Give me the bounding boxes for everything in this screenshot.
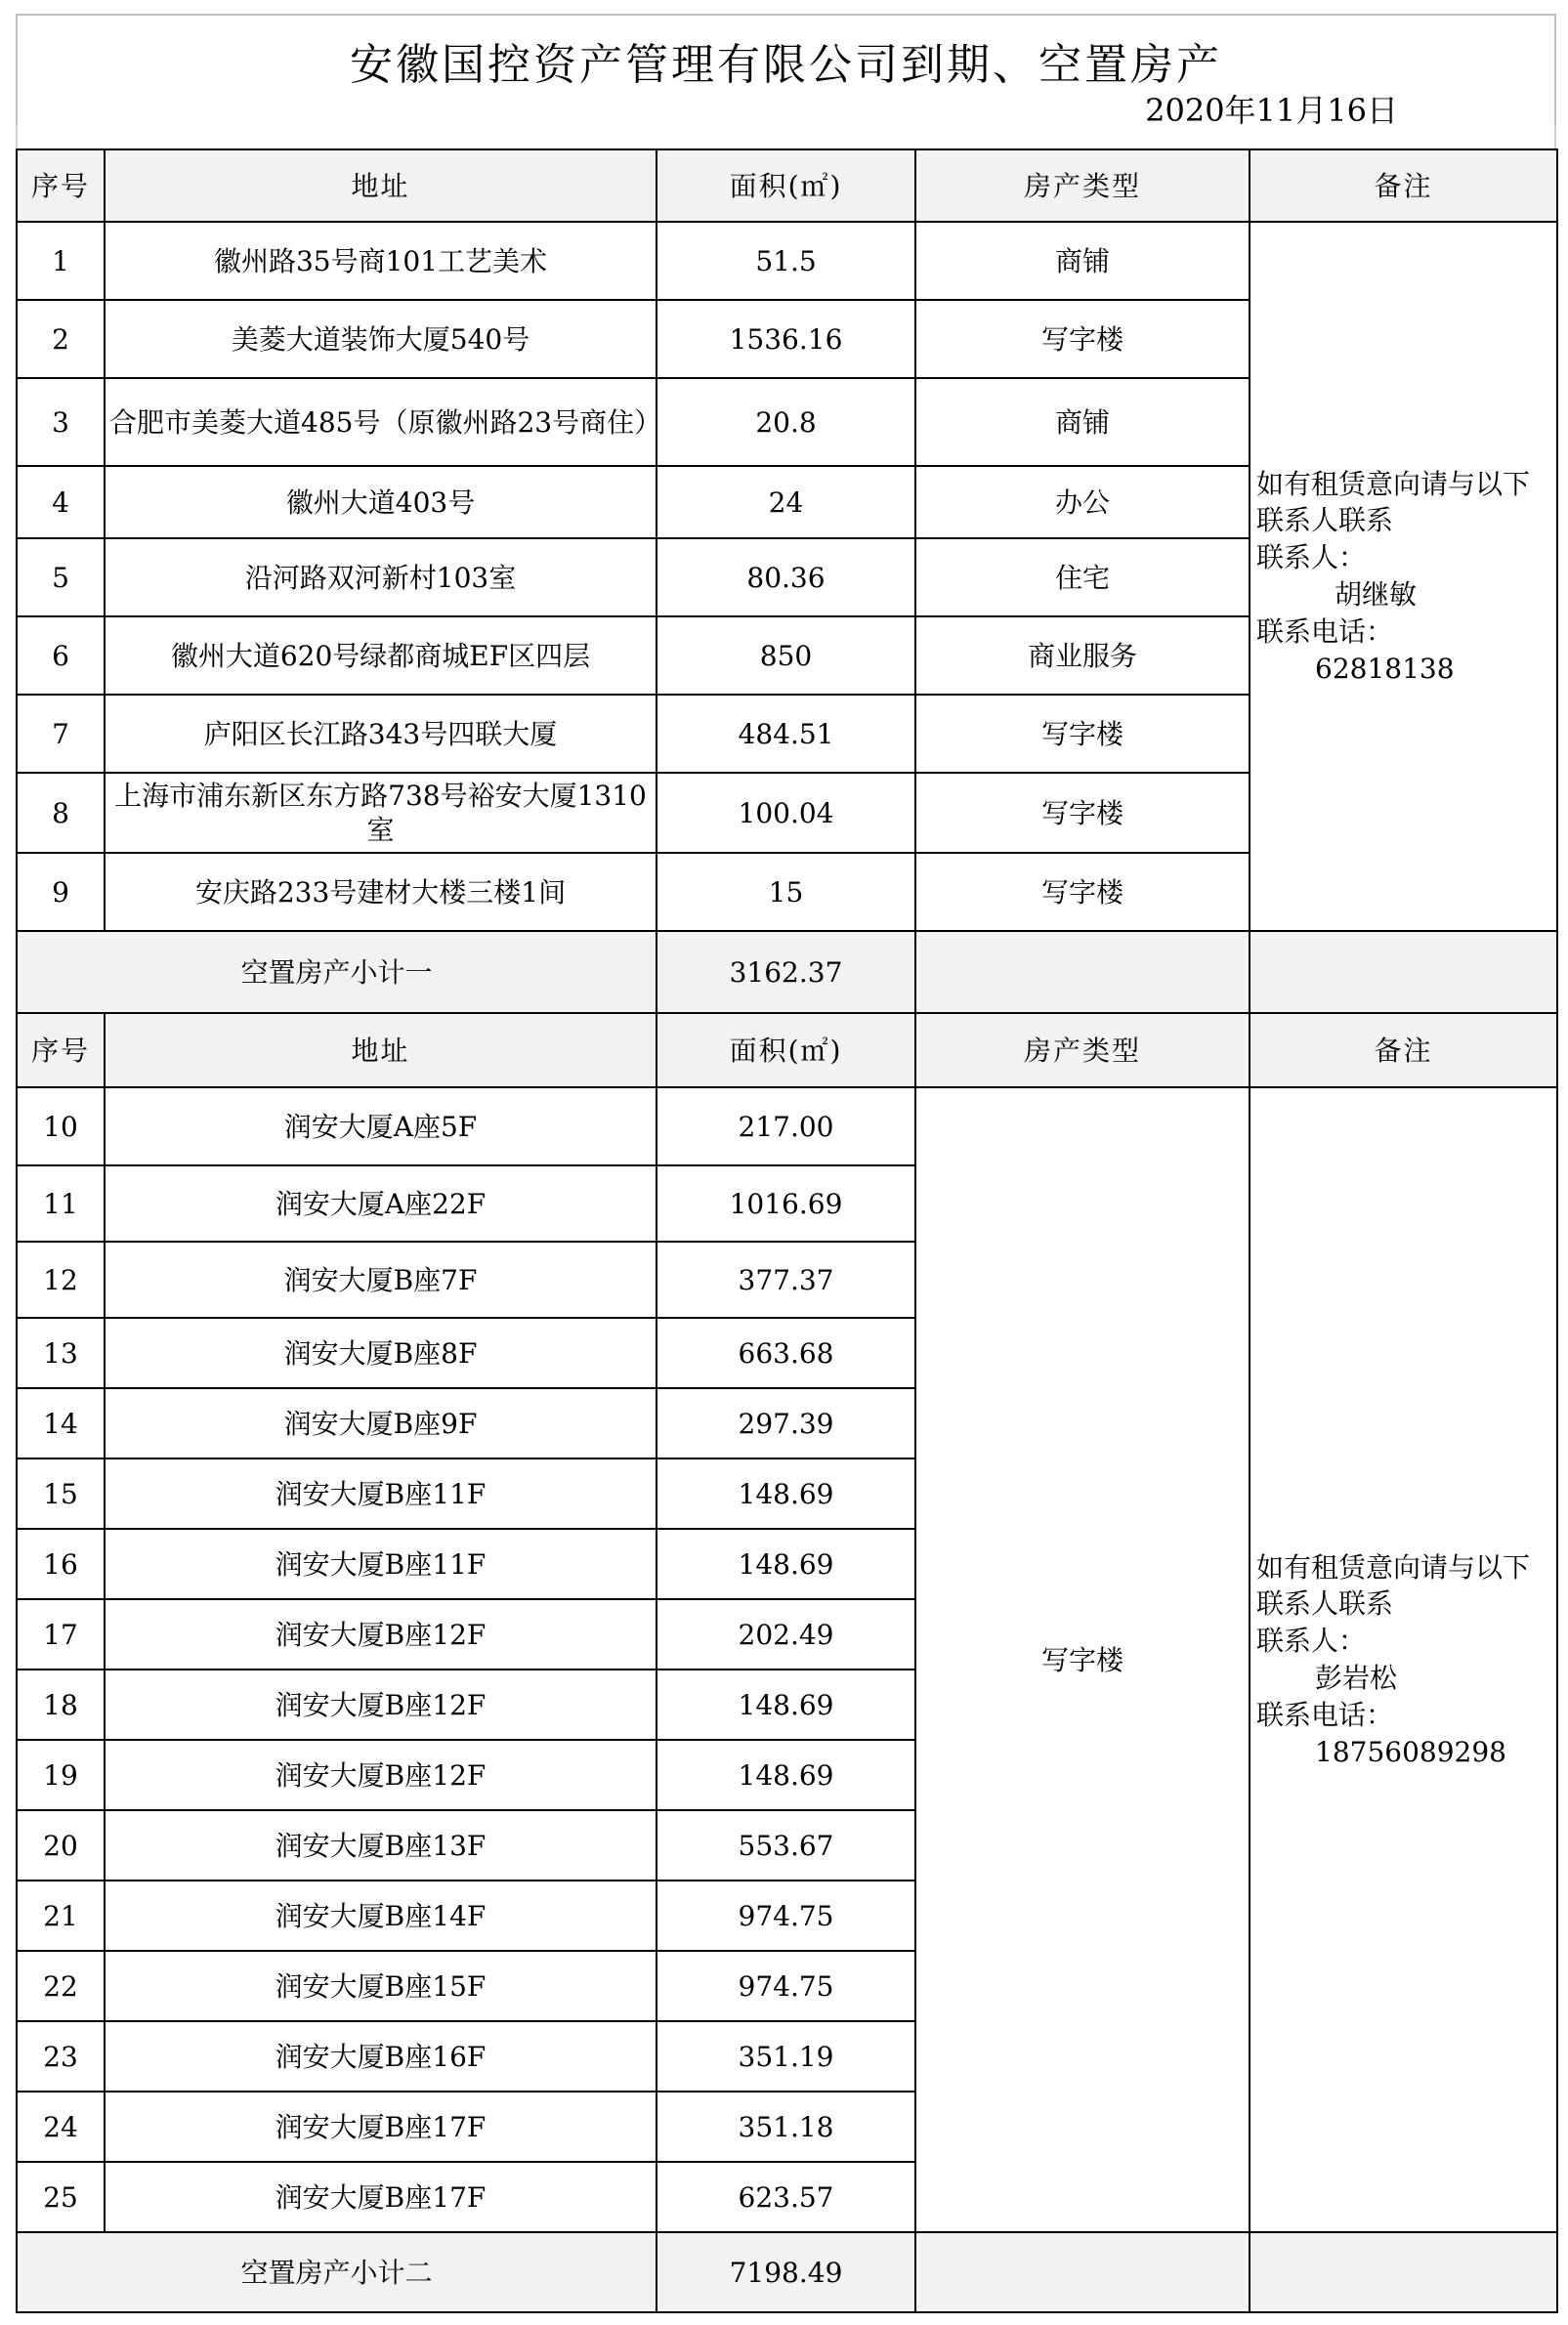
table-row [17, 222, 1557, 300]
header-address: 地址 [105, 149, 657, 222]
cell-area: 1536.16 [657, 300, 915, 378]
cell-type-merged: 写字楼 [915, 1087, 1250, 2232]
cell-no: 7 [17, 695, 105, 773]
cell-address: 润安大厦B座16F [105, 2021, 657, 2092]
cell-type: 写字楼 [915, 773, 1250, 853]
header-gap [16, 125, 1556, 148]
note-phone-label: 联系电话： [1256, 614, 1394, 648]
cell-type: 商铺 [915, 222, 1250, 300]
cell-no: 5 [17, 538, 105, 616]
cell-address: 沿河路双河新村103室 [105, 538, 657, 616]
cell-no: 24 [17, 2092, 105, 2162]
subtotal-empty [915, 931, 1250, 1013]
cell-address: 润安大厦B座9F [105, 1388, 657, 1458]
cell-address: 安庆路233号建材大楼三楼1间 [105, 853, 657, 931]
note-cell-2 [1250, 1087, 1557, 2232]
header-type: 房产类型 [915, 149, 1250, 222]
cell-area: 24 [657, 466, 915, 538]
cell-area: 974.75 [657, 1951, 915, 2021]
subtotal-label: 空置房产小计一 [17, 931, 657, 1013]
cell-address: 徽州大道620号绿都商城EF区四层 [105, 616, 657, 695]
table-header-row [17, 149, 1557, 222]
cell-address: 润安大厦B座14F [105, 1881, 657, 1951]
cell-area: 850 [657, 616, 915, 695]
header-no: 序号 [17, 149, 105, 222]
cell-area: 100.04 [657, 773, 915, 853]
cell-address: 上海市浦东新区东方路738号裕安大厦1310室 [105, 773, 657, 853]
subtotal-label: 空置房产小计二 [17, 2232, 657, 2312]
note-contact-label: 联系人： [1256, 541, 1367, 574]
cell-area: 80.36 [657, 538, 915, 616]
cell-no: 13 [17, 1318, 105, 1388]
cell-no: 2 [17, 300, 105, 378]
cell-no: 3 [17, 378, 105, 466]
cell-no: 8 [17, 773, 105, 853]
header-note: 备注 [1250, 1013, 1557, 1087]
cell-address: 润安大厦B座13F [105, 1810, 657, 1881]
cell-address: 润安大厦B座15F [105, 1951, 657, 2021]
subtotal-row-2 [17, 2232, 1557, 2312]
cell-address: 徽州大道403号 [105, 466, 657, 538]
subtotal-empty [1250, 2232, 1557, 2312]
cell-address: 润安大厦B座11F [105, 1458, 657, 1529]
subtotal-row-1 [17, 931, 1557, 1013]
cell-area: 15 [657, 853, 915, 931]
note-contact-label: 联系人： [1256, 1625, 1367, 1658]
cell-area: 377.37 [657, 1242, 915, 1318]
cell-area: 148.69 [657, 1529, 915, 1599]
cell-address: 润安大厦B座7F [105, 1242, 657, 1318]
cell-address: 润安大厦B座12F [105, 1740, 657, 1810]
note-line: 如有租赁意向请与以下联系人联系 [1256, 467, 1531, 537]
cell-no: 6 [17, 616, 105, 695]
cell-no: 4 [17, 466, 105, 538]
subtotal-value: 7198.49 [657, 2232, 915, 2312]
cell-no: 17 [17, 1599, 105, 1670]
header-type: 房产类型 [915, 1013, 1250, 1087]
cell-no: 19 [17, 1740, 105, 1810]
title-box [16, 14, 1556, 129]
cell-no: 10 [17, 1087, 105, 1165]
cell-no: 16 [17, 1529, 105, 1599]
subtotal-empty [1250, 931, 1557, 1013]
cell-no: 9 [17, 853, 105, 931]
cell-area: 297.39 [657, 1388, 915, 1458]
cell-area: 217.00 [657, 1087, 915, 1165]
cell-address: 润安大厦B座17F [105, 2162, 657, 2232]
header-area: 面积(㎡) [657, 1013, 915, 1087]
note-contact-name: 彭岩松 [1315, 1662, 1398, 1694]
cell-area: 1016.69 [657, 1165, 915, 1242]
cell-address: 润安大厦A座5F [105, 1087, 657, 1165]
cell-area: 202.49 [657, 1599, 915, 1670]
cell-area: 148.69 [657, 1458, 915, 1529]
cell-area: 351.18 [657, 2092, 915, 2162]
cell-area: 623.57 [657, 2162, 915, 2232]
cell-no: 20 [17, 1810, 105, 1881]
cell-area: 351.19 [657, 2021, 915, 2092]
page-title: 安徽国控资产管理有限公司到期、空置房产 [350, 40, 1222, 90]
cell-area: 553.67 [657, 1810, 915, 1881]
cell-no: 11 [17, 1165, 105, 1242]
note-phone: 18756089298 [1315, 1735, 1506, 1768]
cell-area: 20.8 [657, 378, 915, 466]
header-no: 序号 [17, 1013, 105, 1087]
cell-address: 庐阳区长江路343号四联大厦 [105, 695, 657, 773]
cell-area: 148.69 [657, 1670, 915, 1740]
cell-type: 写字楼 [915, 853, 1250, 931]
cell-address: 合肥市美菱大道485号（原徽州路23号商住） [105, 378, 657, 466]
cell-no: 12 [17, 1242, 105, 1318]
note-contact-name: 胡继敏 [1335, 578, 1418, 611]
subtotal-value: 3162.37 [657, 931, 915, 1013]
cell-address: 美菱大道装饰大厦540号 [105, 300, 657, 378]
cell-area: 663.68 [657, 1318, 915, 1388]
cell-type: 办公 [915, 466, 1250, 538]
cell-no: 1 [17, 222, 105, 300]
cell-no: 14 [17, 1388, 105, 1458]
cell-type: 写字楼 [915, 695, 1250, 773]
table-header-row [17, 1013, 1557, 1087]
cell-address: 润安大厦B座8F [105, 1318, 657, 1388]
cell-no: 22 [17, 1951, 105, 2021]
cell-no: 25 [17, 2162, 105, 2232]
cell-type: 写字楼 [915, 300, 1250, 378]
cell-area: 484.51 [657, 695, 915, 773]
cell-type: 商业服务 [915, 616, 1250, 695]
cell-no: 21 [17, 1881, 105, 1951]
cell-address: 润安大厦B座12F [105, 1599, 657, 1670]
subtotal-empty [915, 2232, 1250, 2312]
note-phone-label: 联系电话： [1256, 1698, 1394, 1731]
cell-area: 974.75 [657, 1881, 915, 1951]
report-date: 2020年11月16日 [1145, 92, 1398, 129]
cell-no: 23 [17, 2021, 105, 2092]
cell-no: 15 [17, 1458, 105, 1529]
cell-area: 51.5 [657, 222, 915, 300]
cell-type: 商铺 [915, 378, 1250, 466]
table-row [17, 1087, 1557, 1165]
cell-address: 润安大厦B座17F [105, 2092, 657, 2162]
note-cell-1 [1250, 222, 1557, 931]
note-line: 如有租赁意向请与以下联系人联系 [1256, 1550, 1531, 1621]
cell-type: 住宅 [915, 538, 1250, 616]
header-area: 面积(㎡) [657, 149, 915, 222]
cell-address: 润安大厦B座12F [105, 1670, 657, 1740]
cell-no: 18 [17, 1670, 105, 1740]
cell-area: 148.69 [657, 1740, 915, 1810]
note-phone: 62818138 [1315, 652, 1455, 685]
cell-address: 润安大厦A座22F [105, 1165, 657, 1242]
property-table [16, 148, 1558, 2313]
cell-address: 润安大厦B座11F [105, 1529, 657, 1599]
header-address: 地址 [105, 1013, 657, 1087]
header-note: 备注 [1250, 149, 1557, 222]
cell-address: 徽州路35号商101工艺美术 [105, 222, 657, 300]
